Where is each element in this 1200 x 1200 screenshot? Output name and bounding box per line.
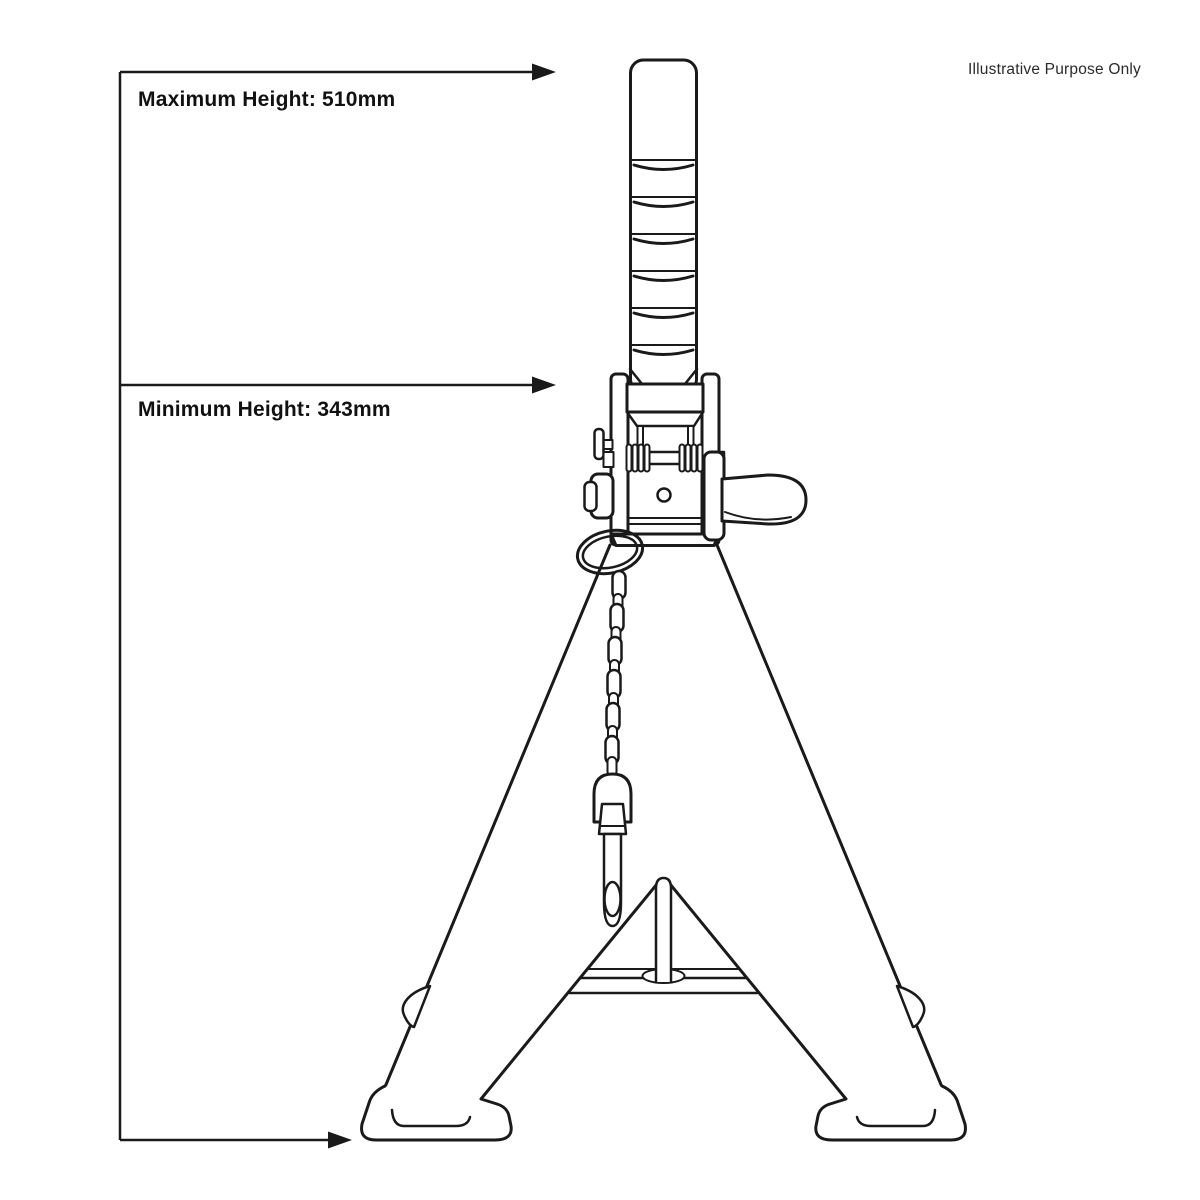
pivot-boss-cap (585, 482, 597, 511)
left-foot (362, 1086, 512, 1140)
release-pin-bracket (604, 452, 614, 467)
arrowhead-min (532, 377, 556, 394)
post-body (631, 60, 697, 392)
right-foot (816, 1086, 966, 1140)
safety-pin-assembly (573, 525, 646, 926)
axle-collar-right (680, 445, 703, 472)
right-leg-tab (897, 986, 924, 1027)
stand-base (362, 545, 966, 1140)
carriage-bottom-plate (611, 534, 719, 546)
ratchet-handle (722, 475, 806, 524)
locking-pin (594, 774, 631, 926)
minimum-height-label: Minimum Height: 343mm (138, 398, 391, 421)
release-pin-cap (595, 429, 604, 459)
front-leg-strut (656, 878, 671, 982)
pin-tip (605, 882, 621, 916)
arrowhead-max (532, 64, 556, 81)
illustrative-note: Illustrative Purpose Only (968, 61, 1141, 78)
left-leg-tab (403, 986, 430, 1027)
top-plate-skirt (627, 412, 703, 426)
ratchet-post (630, 60, 697, 392)
pin-head-collar (599, 804, 626, 834)
ratchet-carriage (585, 374, 807, 546)
dimension-annotations (120, 64, 556, 1149)
axle-collar-left (627, 445, 650, 472)
front-leg-left-edge (481, 884, 657, 1099)
release-pin-stem (604, 440, 613, 449)
carriage-top-plate (627, 384, 703, 412)
carriage-bottom-lines (628, 518, 702, 524)
chain (606, 571, 626, 776)
rivet-hole (658, 489, 671, 502)
front-leg-right-edge (670, 884, 846, 1099)
arrowhead-base (328, 1132, 352, 1149)
maximum-height-label: Maximum Height: 510mm (138, 88, 396, 111)
